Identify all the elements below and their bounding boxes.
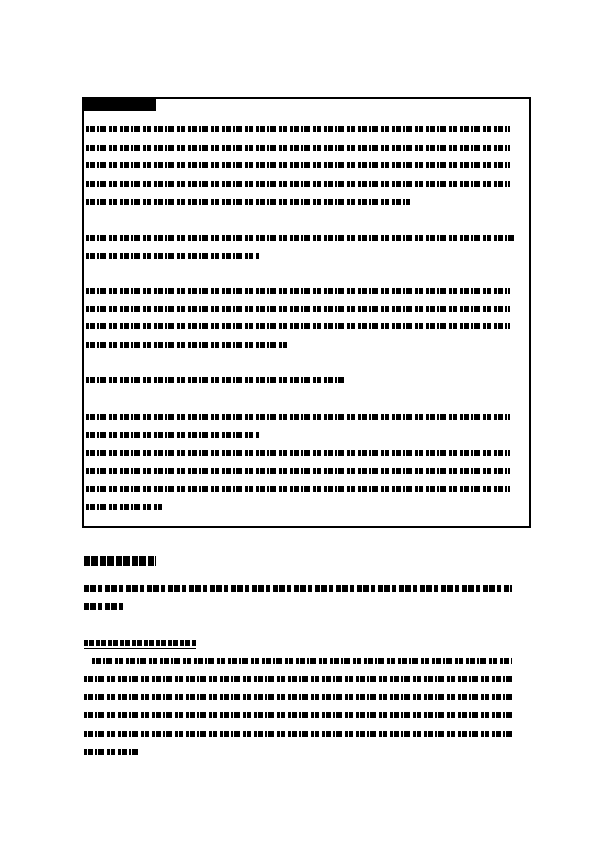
text-line xyxy=(86,486,510,492)
text-line xyxy=(86,253,260,259)
text-line xyxy=(84,712,512,718)
text-line xyxy=(86,323,510,329)
section-heading xyxy=(84,556,156,566)
text-line xyxy=(84,694,512,700)
text-line xyxy=(86,504,162,510)
text-line xyxy=(84,749,140,755)
text-line xyxy=(86,432,260,438)
text-line xyxy=(86,468,510,474)
text-line xyxy=(86,235,514,241)
text-line xyxy=(86,450,510,456)
text-line xyxy=(86,342,290,348)
text-line xyxy=(84,585,512,592)
subsection-title xyxy=(84,640,196,649)
text-line xyxy=(84,731,512,737)
text-line xyxy=(86,162,510,168)
text-line xyxy=(92,658,512,664)
text-line xyxy=(86,181,510,187)
text-line xyxy=(86,414,510,420)
text-line xyxy=(84,603,124,610)
text-line xyxy=(86,306,510,312)
summary-box-label xyxy=(84,99,156,111)
text-line xyxy=(84,676,512,682)
text-line xyxy=(86,145,510,151)
text-line xyxy=(86,199,410,205)
text-line xyxy=(86,126,510,132)
text-line xyxy=(86,288,510,294)
text-line xyxy=(86,377,346,383)
